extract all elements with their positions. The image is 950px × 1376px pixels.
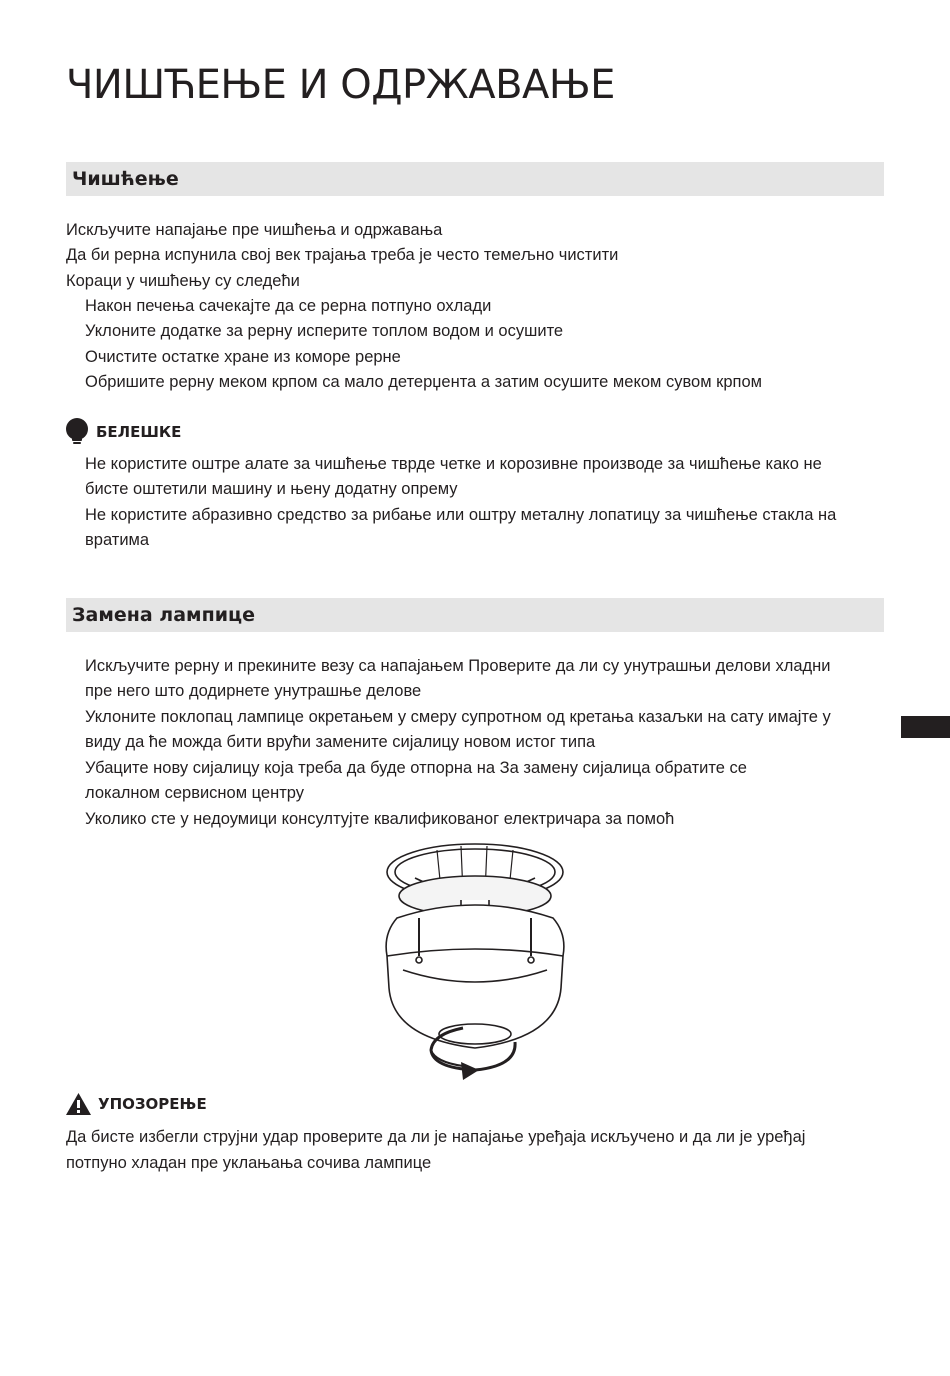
step-item: Након печења сачекајте да се рерна потпуно охлади bbox=[85, 297, 492, 315]
page-title: ЧИШЋЕЊЕ И ОДРЖАВАЊЕ bbox=[66, 62, 615, 108]
lamp-line: виду да ће можда бити врући замените сијалицу новом истог типа bbox=[85, 733, 596, 751]
section-header-lamp bbox=[66, 598, 884, 632]
note-line: вратима bbox=[85, 531, 150, 549]
lamp-line: локалном сервисном центру bbox=[85, 784, 304, 802]
step-item: Очистите остатке хране из коморе рерне bbox=[85, 348, 401, 366]
lamp-cover-rotate-icon bbox=[375, 838, 575, 1082]
paragraph-line: Кораци у чишћењу су следећи bbox=[66, 272, 300, 290]
paragraph-line: Да би рерна испунила свој век трајања треба је често темељно чистити bbox=[66, 246, 619, 264]
lamp-line: Уклоните поклопац лампице окретањем у смеру супротном од кретања казаљки на сату имајте у bbox=[85, 708, 831, 726]
notes-heading: БЕЛЕШКЕ bbox=[96, 423, 182, 441]
lamp-line: Уколико сте у недоумици консултујте квалификованог електричара за помоћ bbox=[85, 810, 675, 828]
section-header-cleaning bbox=[66, 162, 884, 196]
section-heading-cleaning: Чишћење bbox=[72, 168, 179, 190]
lamp-line: пре него што додирнете унутрашње делове bbox=[85, 682, 422, 700]
lightbulb-icon bbox=[64, 418, 90, 446]
step-item: Уклоните додатке за рерну исперите топлом водом и осушите bbox=[85, 322, 564, 340]
warning-line: потпуно хладан пре уклањања сочива лампице bbox=[66, 1154, 432, 1172]
warning-triangle-icon bbox=[65, 1092, 92, 1116]
lamp-line: Убаците нову сијалицу која треба да буде отпорна на За замену сијалица обратите се bbox=[85, 759, 747, 777]
paragraph-line: Искључите напајање пре чишћења и одржавања bbox=[66, 221, 443, 239]
lamp-line: Искључите рерну и прекините везу са напајањем Проверите да ли су унутрашњи делови хладни bbox=[85, 657, 831, 675]
section-heading-lamp: Замена лампице bbox=[72, 604, 255, 626]
note-line: Не користите абразивно средство за рибање или оштру металну лопатицу за чишћење стакла на bbox=[85, 506, 837, 524]
language-tab-marker bbox=[901, 716, 950, 738]
step-item: Обришите рерну меком крпом са мало детерџента а затим осушите меком сувом крпом bbox=[85, 373, 762, 391]
note-line: Не користите оштре алате за чишћење тврде четке и корозивне производе за чишћење како не bbox=[85, 455, 822, 473]
warning-line: Да бисте избегли струјни удар проверите да ли је напајање уређаја искључено и да ли је уређај bbox=[66, 1128, 806, 1146]
warning-heading: УПОЗОРЕЊЕ bbox=[98, 1095, 207, 1113]
note-line: бисте оштетили машину и њену додатну опрему bbox=[85, 480, 458, 498]
